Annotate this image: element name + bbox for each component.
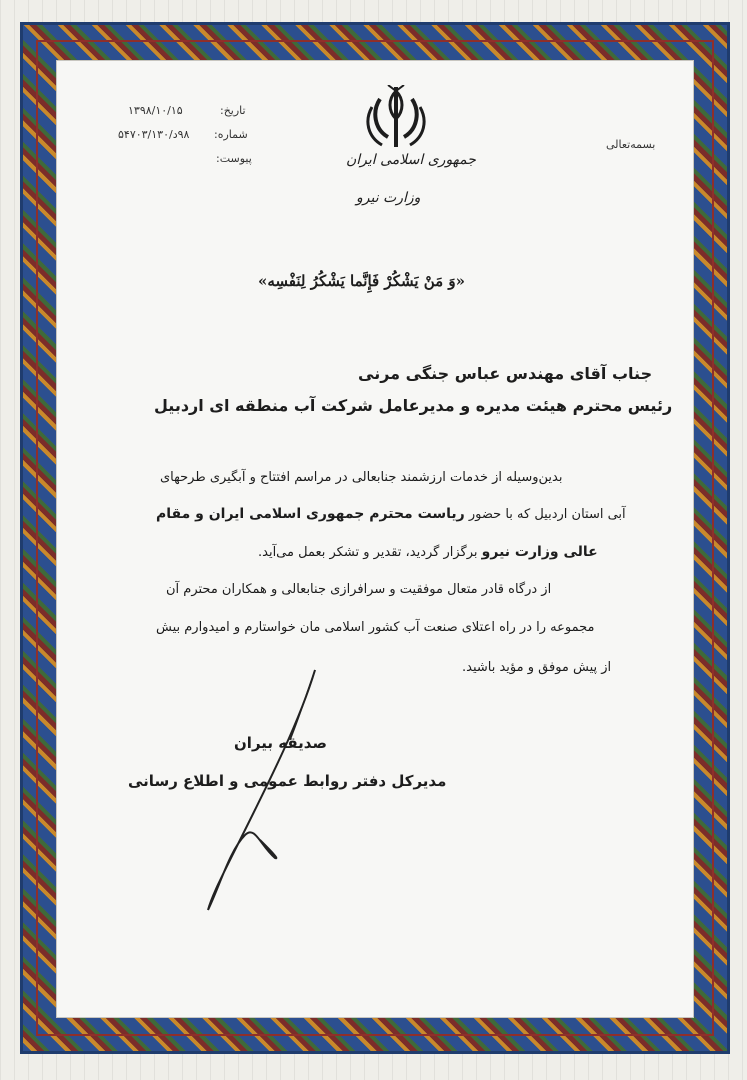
signer-name: صدیقه بیران — [234, 734, 327, 752]
handwritten-signature-icon — [200, 660, 330, 920]
iran-emblem-icon — [358, 85, 434, 151]
ministry-title: وزارت نیرو — [356, 190, 421, 206]
recipient-line-1: جناب آقای مهندس عباس جنگی مرنی — [358, 364, 653, 383]
date-label: تاریخ: — [220, 104, 246, 117]
recipient-line-2: رئیس محترم هیئت مدیره و مدیرعامل شرکت آب منطقه ای اردبیل — [154, 396, 673, 415]
para1-line-1: بدین‌وسیله از خدمات ارزشمند جنابعالی در مراسم افتتاح و آبگیری طرحهای — [160, 470, 563, 485]
bismillah: بسمه‌تعالی — [606, 138, 656, 151]
para1-line-2-bold: ریاست محترم جمهوری اسلامی ایران و مقام — [156, 506, 465, 522]
para1-line-3-bold: عالی وزارت نیرو — [481, 544, 598, 560]
quran-verse: «وَ مَنْ یَشْکُرْ فَإِنَّما یَشْکُرُ لِنَفْسِه» — [258, 272, 466, 290]
number-label: شماره: — [214, 128, 248, 141]
para1-line-2-normal: آبی استان اردبیل که با حضور — [468, 507, 626, 522]
para2-line-2: مجموعه را در راه اعتلای صنعت آب کشور اسلامی مان خواستارم و امیدوارم بیش — [156, 620, 595, 635]
number-value: ۹۸د/۵۴۷۰۳/۱۳۰ — [118, 128, 190, 141]
attachment-label: پیوست: — [216, 152, 252, 165]
country-title: جمهوری اسلامی ایران — [346, 152, 476, 168]
para2-line-1: از درگاه قادر متعال موفقیت و سرافرازی جنابعالی و همکاران محترم آن — [166, 582, 552, 597]
para1-line-2 — [156, 506, 626, 522]
date-value: ۱۳۹۸/۱۰/۱۵ — [128, 104, 183, 117]
para1-line-3-normal: برگزار گردید، تقدیر و تشکر بعمل می‌آید. — [258, 545, 478, 560]
para2-line-3: از پیش موفق و مؤید باشید. — [462, 660, 612, 675]
signer-title: مدیرکل دفتر روابط عمومی و اطلاع رسانی — [128, 772, 447, 790]
para1-line-3 — [258, 544, 598, 560]
